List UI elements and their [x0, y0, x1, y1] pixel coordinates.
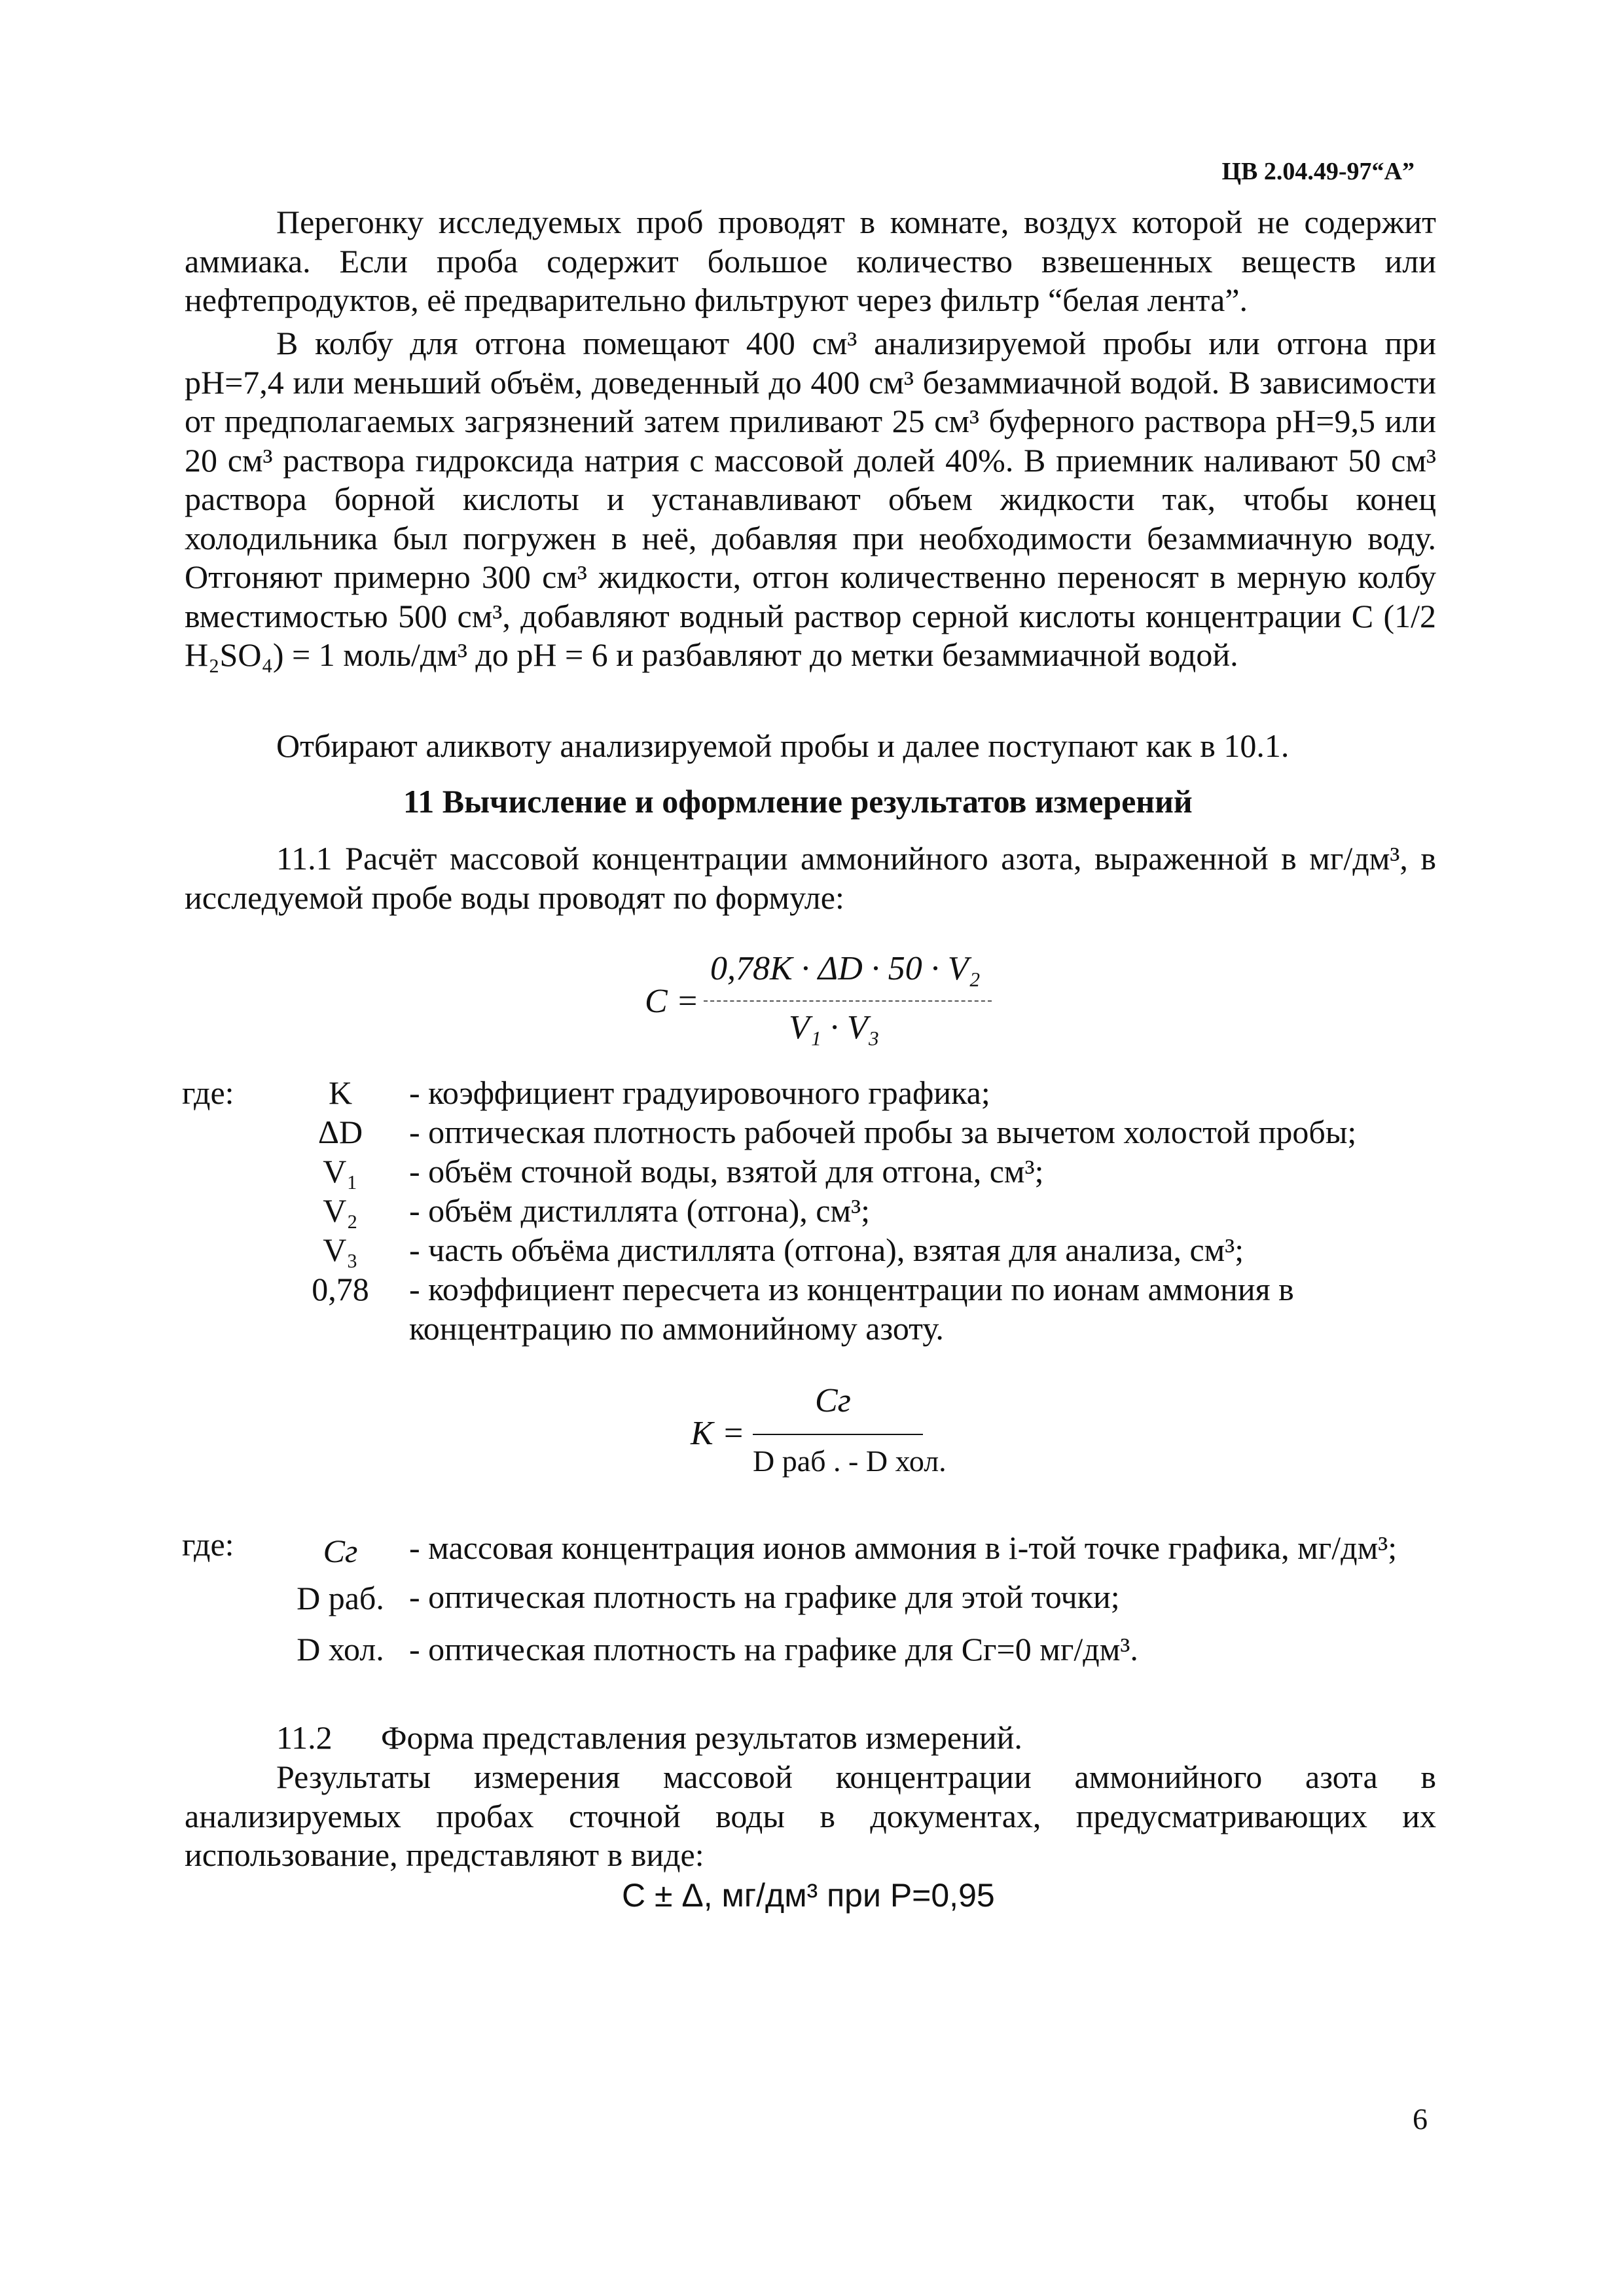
formula-k-lhs: K =	[691, 1415, 745, 1452]
symbol-v1: V₁	[323, 1153, 358, 1190]
document-code: ЦВ 2.04.49-97“А”	[1221, 158, 1415, 185]
formula-c-lhs: C =	[645, 983, 699, 1020]
paragraph-aliquot: Отбирают аликвоту анализируемой пробы и далее поступают как в 10.1.	[276, 727, 1290, 764]
definition-d-work: - оптическая плотность на графике для этой точки;	[409, 1578, 1120, 1615]
definition-coefficient-continued: концентрацию по аммонийному азоту.	[409, 1310, 944, 1347]
paragraph-calculation: 11.1 Расчёт массовой концентрации аммонийного азота, выраженной в мг/дм³, в исследуемой пробе воды проводят по формуле:	[185, 840, 1436, 916]
definition-coefficient: - коэффициент пересчета из концентрации по ионам аммония в	[409, 1271, 1294, 1307]
symbol-coefficient: 0,78	[312, 1271, 369, 1307]
definition-v2: - объём дистиллята (отгона), см³;	[409, 1192, 871, 1229]
where-label-2: где:	[182, 1526, 234, 1563]
definition-v3: - часть объёма дистиллята (отгона), взятая для анализа, см³;	[409, 1231, 1244, 1268]
where-label: где:	[182, 1074, 234, 1111]
section-heading: 11 Вычисление и оформление результатов измерений	[403, 783, 1193, 820]
symbol-cg: Cг	[323, 1533, 358, 1569]
formula-k-denominator: D раб . - D хол.	[753, 1444, 947, 1478]
subsection-number: 11.2	[276, 1719, 333, 1756]
formula-c-denominator: V₁ · V₃	[789, 1009, 880, 1046]
symbol-k: K	[328, 1074, 353, 1111]
formula-k-fraction-line	[753, 1434, 923, 1435]
definition-k: - коэффициент градуировочного графика;	[409, 1074, 990, 1111]
definition-d-blank: - оптическая плотность на графике для Сг=0 мг/дм³.	[409, 1631, 1138, 1667]
definition-delta-d: - оптическая плотность рабочей пробы за вычетом холостой пробы;	[409, 1114, 1357, 1150]
symbol-v3: V₃	[323, 1231, 358, 1268]
definition-v1: - объём сточной воды, взятой для отгона, см³;	[409, 1153, 1044, 1190]
result-expression: C ± Δ, мг/дм³ при P=0,95	[622, 1877, 995, 1914]
subsection-title: Форма представления результатов измерений.	[381, 1719, 1022, 1756]
definition-cg: - массовая концентрация ионов аммония в i-той точке графика, мг/дм³;	[409, 1529, 1398, 1566]
formula-c-numerator: 0,78K · ΔD · 50 · V₂	[710, 950, 981, 987]
symbol-d-work: D раб.	[297, 1580, 384, 1616]
paragraph-distillation-intro: Перегонку исследуемых проб проводят в комнате, воздух которой не содержит аммиака. Если проба содержит большое количество взвешенных веществ или нефтепродуктов, её предварительно фильтруют через фильтр “белая лента”.	[185, 204, 1436, 318]
formula-c-fraction-line	[704, 1000, 992, 1002]
formula-k-numerator: Cг	[815, 1382, 851, 1419]
paragraph-distillation-procedure: В колбу для отгона помещают 400 см³ анализируемой пробы или отгона при pH=7,4 или меньший объём, доведенный до 400 см³ безаммиачной водой. В зависимости от предполагаемых загрязнений затем приливают 25 см³ буферного раствора pH=9,5 или 20 см³ раствора гидроксида натрия с массовой долей 40%. В приемник наливают 50 см³ раствора борной кислоты и устанавливают объем жидкости так, чтобы конец холодильника был погружен в неё, добавляя при необходимости безаммиачную воду. Отгоняют примерно 300 см³ жидкости, отгон количественно переносят в мерную колбу вместимостью 500 см³, добавляют водный раствор серной кислоты концентрации C (1/2 H₂SO₄) = 1 моль/дм³ до pH = 6 и разбавляют до метки безаммиачной водой.	[185, 325, 1436, 673]
symbol-d-blank: D хол.	[297, 1631, 384, 1667]
symbol-delta-d: ΔD	[317, 1114, 363, 1150]
paragraph-result-form: Результаты измерения массовой концентрации аммонийного азота в анализируемых пробах сточной воды в документах, предусматривающих их использование, представляют в виде:	[185, 1758, 1436, 1873]
page-number: 6	[1413, 2102, 1428, 2136]
symbol-v2: V₂	[323, 1192, 358, 1229]
